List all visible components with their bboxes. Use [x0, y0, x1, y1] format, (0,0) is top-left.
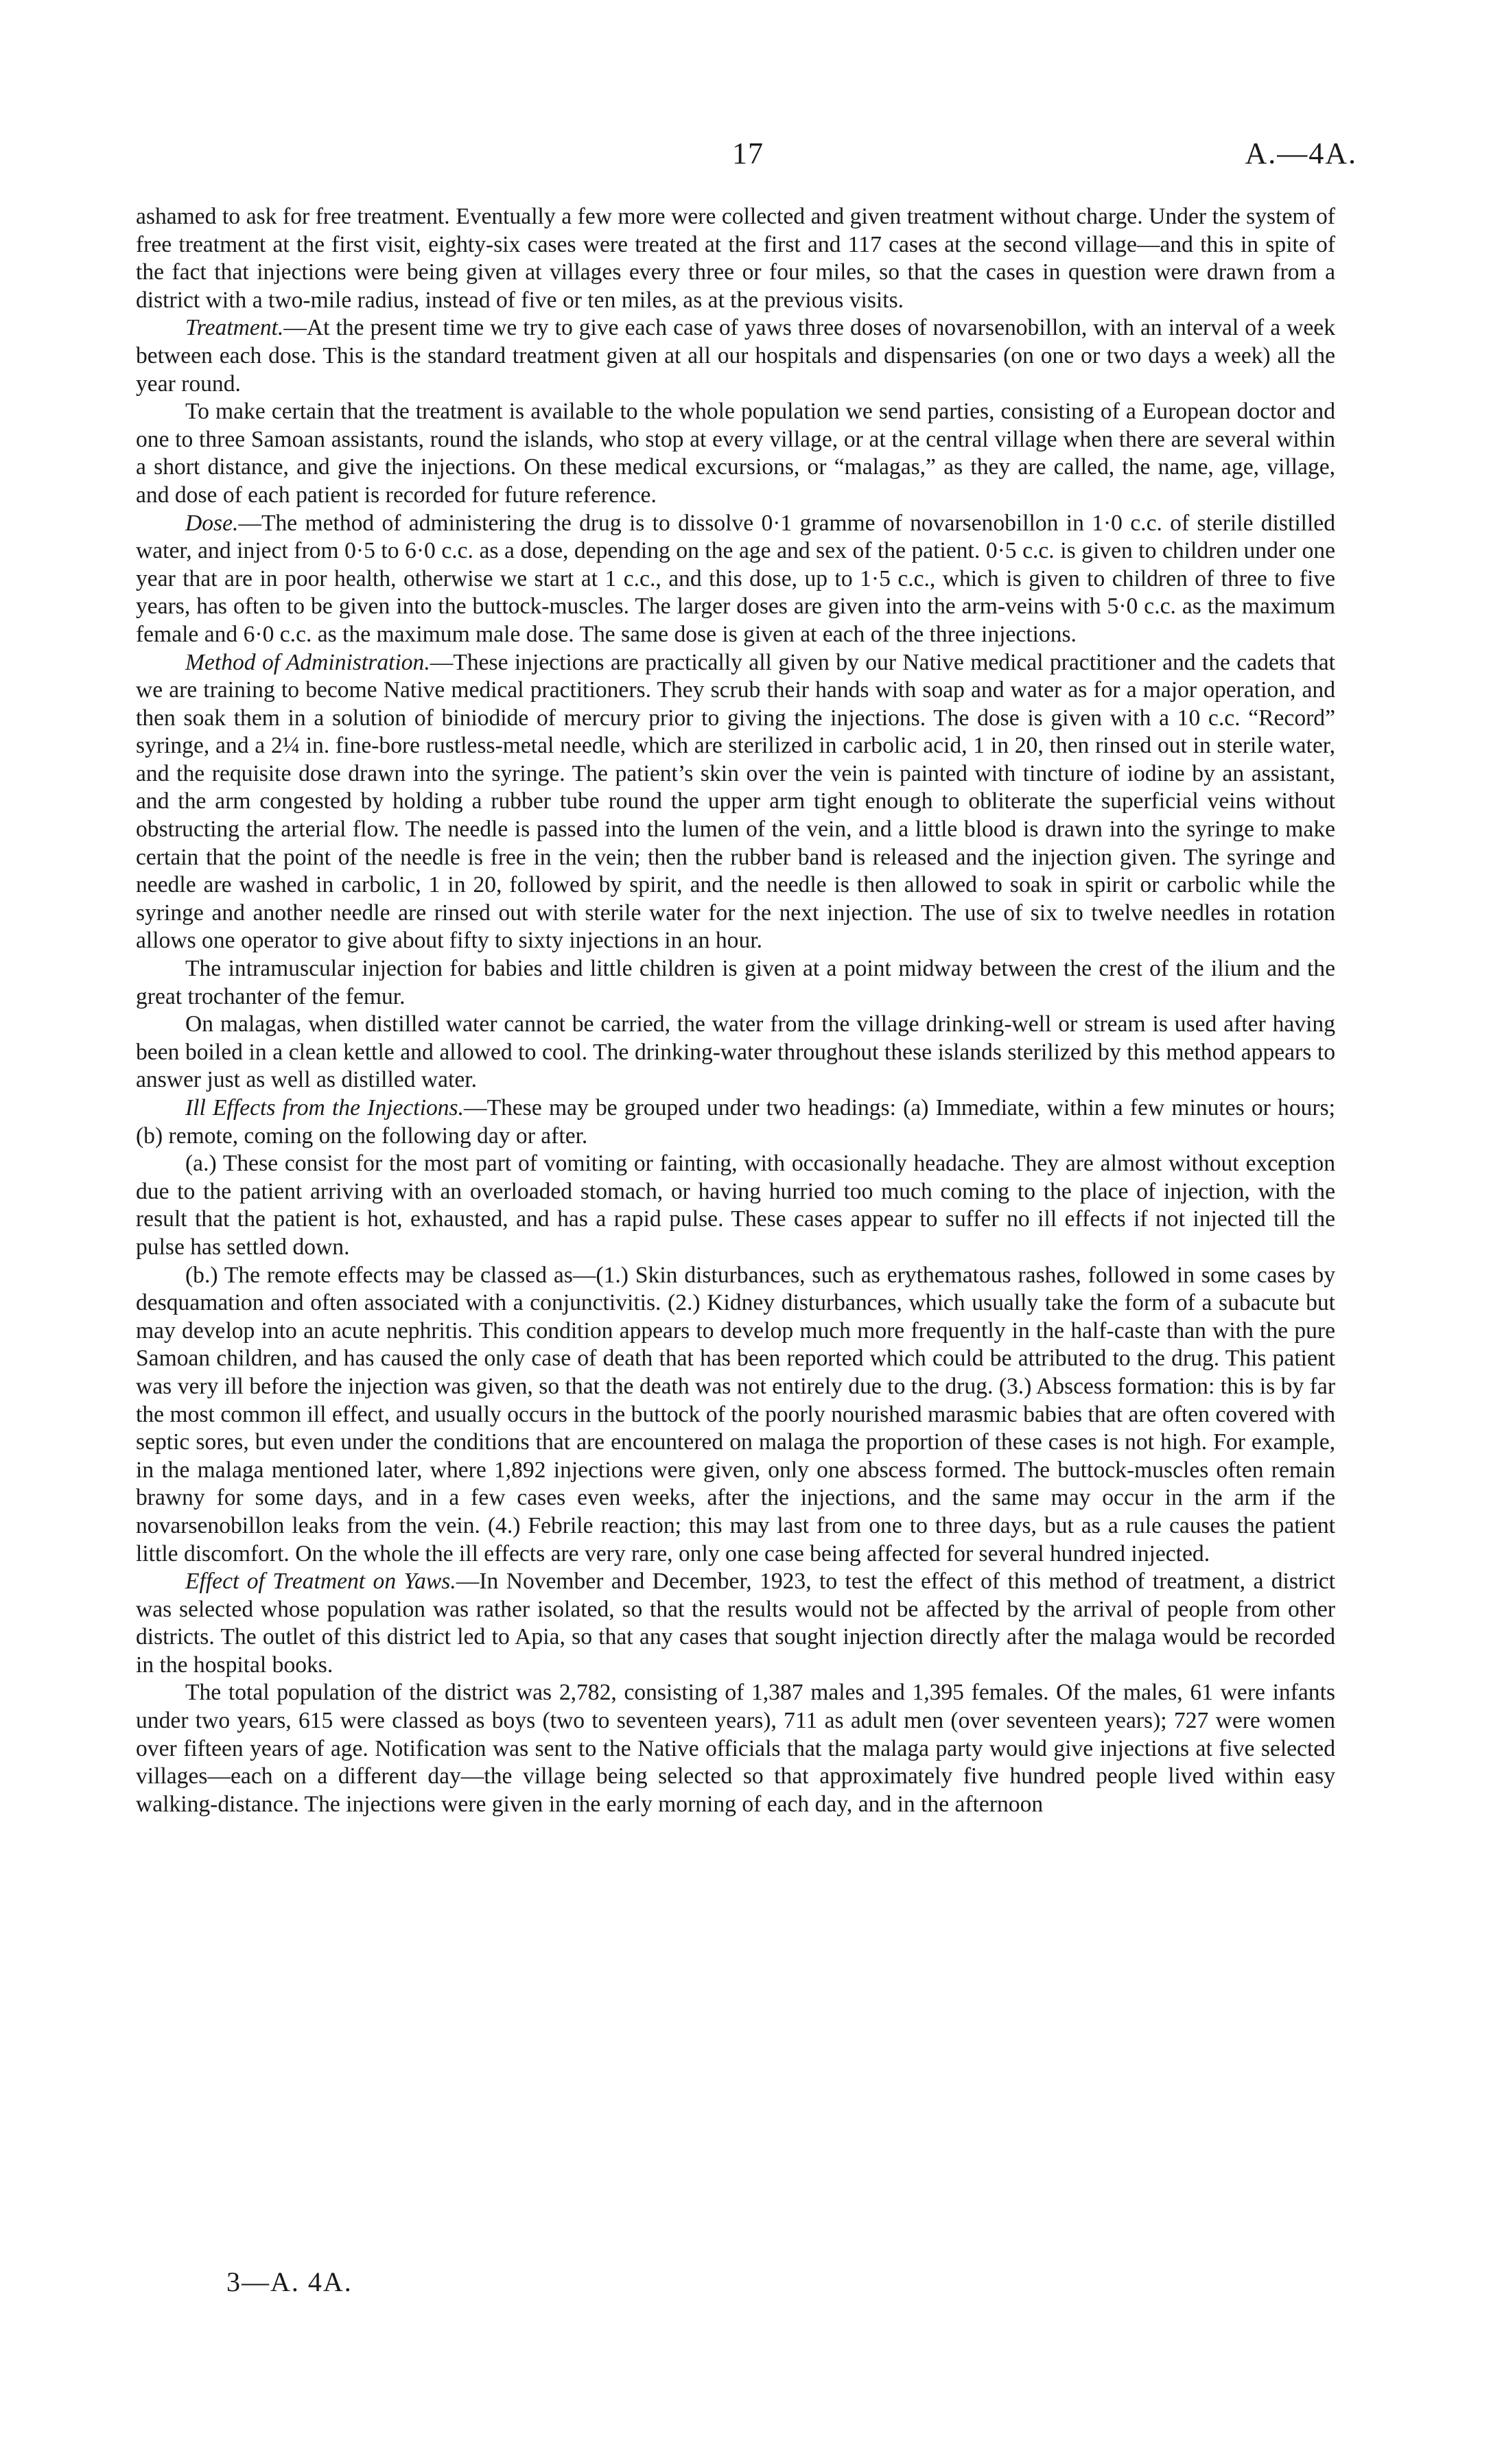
paragraph-text: —These may be grouped under two headings: (a) Immediate, within a few minutes or hours; (b) remote, coming on the following day or after. — [136, 1095, 1335, 1149]
document-reference: A.—4A. — [1245, 137, 1357, 170]
paragraph-text: The total population of the district was 2,782, consisting of 1,387 males and 1,395 females. Of the males, 61 were infants under two years, 615 were classed as boys (two to seventeen years), 711 as adult men (over seventeen years); 727 were women over fifteen years of age. Notification was sent to the Native officials that the malaga party would give injections at five selected villages—each on a different day—the village being selected so that approximately five hundred people lived within easy walking-distance. The injections were given in the early morning of each day, and in the afternoon — [136, 1680, 1335, 1817]
paragraph — [136, 398, 1335, 509]
body-text — [136, 203, 1335, 1818]
paragraph — [136, 510, 1335, 649]
paragraph — [136, 649, 1335, 956]
paragraph-heading: Method of Administration. — [185, 649, 430, 675]
page-signature: 3—A. 4A. — [226, 2266, 353, 2297]
paragraph-text: —The method of administering the drug is to dissolve 0·1 gramme of novarsenobillon in 1·0 c.c. of sterile distilled water, and inject from 0·5 to 6·0 c.c. as a dose, depending on the age and sex of the patient. 0·5 c.c. is given to children under one year that are in poor health, otherwise we start at 1 c.c., and this dose, up to 1·5 c.c., which is given to children of three to five years, has often to be given into the buttock-muscles. The larger doses are given into the arm-veins with 5·0 c.c. as the maximum female and 6·0 c.c. as the maximum male dose. The same dose is given at each of the three injections. — [136, 510, 1335, 647]
paragraph-text: The intramuscular injection for babies and little children is given at a point midway between the crest of the ilium and the great trochanter of the femur. — [136, 956, 1335, 1009]
paragraph-text: On malagas, when distilled water cannot be carried, the water from the village drinking-well or stream is used after having been boiled in a clean kettle and allowed to cool. The drinking-water throughout these islands sterilized by this method appears to answer just as well as distilled water. — [136, 1011, 1335, 1093]
paragraph-text: ashamed to ask for free treatment. Eventually a few more were collected and given treatment without charge. Under the system of free treatment at the first visit, eighty-six cases were treated at the first and 117 cases at the second village—and this in spite of the fact that injections were being given at villages every three or four miles, so that the cases in question were drawn from a district with a two-mile radius, instead of five or ten miles, as at the previous visits. — [136, 204, 1335, 313]
paragraph-text: To make certain that the treatment is available to the whole population we send parties, consisting of a European doctor and one to three Samoan assistants, round the islands, who stop at every village, or at the central village when there are several within a short distance, and give the injections. On these medical excursions, or “malagas,” as they are called, the name, age, village, and dose of each patient is recorded for future reference. — [136, 399, 1335, 508]
paragraph — [136, 1262, 1335, 1569]
paragraph — [136, 1568, 1335, 1679]
paragraph-text: —At the present time we try to give each case of yaws three doses of novarsenobillon, with an interval of a week between each dose. This is the standard treatment given at all our hospitals and dispensaries (on one or two days a week) all the year round. — [136, 315, 1335, 397]
paragraph-heading: Dose. — [185, 510, 239, 536]
paragraph-heading: Ill Effects from the Injections. — [185, 1095, 464, 1120]
paragraph — [136, 314, 1335, 398]
paragraph-heading: Effect of Treatment on Yaws. — [185, 1569, 456, 1595]
paragraph — [136, 1094, 1335, 1150]
paragraph — [136, 955, 1335, 1011]
page-number: 17 — [732, 137, 764, 170]
paragraph-text: —In November and December, 1923, to test the effect of this method of treatment, a district was selected whose population was rather isolated, so that the results would not be affected by the arrival of people from other districts. The outlet of this district led to Apia, so that any cases that sought injection directly after the malaga would be recorded in the hospital books. — [136, 1569, 1335, 1678]
paragraph — [136, 203, 1335, 314]
paragraph-text: (a.) These consist for the most part of vomiting or fainting, with occasionally headache. They are almost without exception due to the patient arriving with an overloaded stomach, or having hurried too much coming to the place of injection, with the result that the patient is hot, exhausted, and has a rapid pulse. These cases appear to suffer no ill effects if not injected till the pulse has settled down. — [136, 1151, 1335, 1260]
paragraph — [136, 1679, 1335, 1818]
paragraph — [136, 1011, 1335, 1094]
paragraph-heading: Treatment. — [185, 315, 284, 341]
paragraph-text: —These injections are practically all given by our Native medical practitioner and the cadets that we are training to become Native medical practitioners. They scrub their hands with soap and water as for a major operation, and then soak them in a solution of biniodide of mercury prior to giving the injections. The dose is given with a 10 c.c. “Record” syringe, and a 2¼ in. fine-bore rustless-metal needle, which are sterilized in carbolic acid, 1 in 20, then rinsed out in sterile water, and the requisite dose drawn into the syringe. The patient’s skin over the vein is painted with tincture of iodine by an assistant, and the arm congested by holding a rubber tube round the upper arm tight enough to obliterate the superficial veins without obstructing the arterial flow. The needle is passed into the lumen of the vein, and a little blood is drawn into the syringe to make certain that the point of the needle is free in the vein; then the rubber band is released and the injection given. The syringe and needle are washed in carbolic, 1 in 20, followed by spirit, and the needle is then allowed to soak in spirit or carbolic while the syringe and another needle are rinsed out with sterile water for the next injection. The use of six to twelve needles in rotation allows one operator to give about fifty to sixty injections in an hour. — [136, 649, 1335, 954]
paragraph-text: (b.) The remote effects may be classed as—(1.) Skin disturbances, such as erythematous rashes, followed in some cases by desquamation and often associated with a conjunctivitis. (2.) Kidney disturbances, which usually take the form of a subacute but may develop into an acute nephritis. This condition appears to develop much more frequently in the half-caste than with the pure Samoan children, and has caused the only case of death that has been reported which could be attributed to the drug. This patient was very ill before the injection was given, so that the death was not entirely due to the drug. (3.) Abscess formation: this is by far the most common ill effect, and usually occurs in the buttock of the poorly nourished marasmic babies that are often covered with septic sores, but even under the conditions that are encountered on malaga the proportion of these cases is not high. For example, in the malaga mentioned later, where 1,892 injections were given, only one abscess formed. The buttock-muscles often remain brawny for some days, and in a few cases even weeks, after the injections, and the same may occur in the arm if the novarsenobillon leaks from the vein. (4.) Febrile reaction; this may last from one to three days, but as a rule causes the patient little discomfort. On the whole the ill effects are very rare, only one case being affected for several hundred injected. — [136, 1262, 1335, 1567]
paragraph — [136, 1150, 1335, 1261]
